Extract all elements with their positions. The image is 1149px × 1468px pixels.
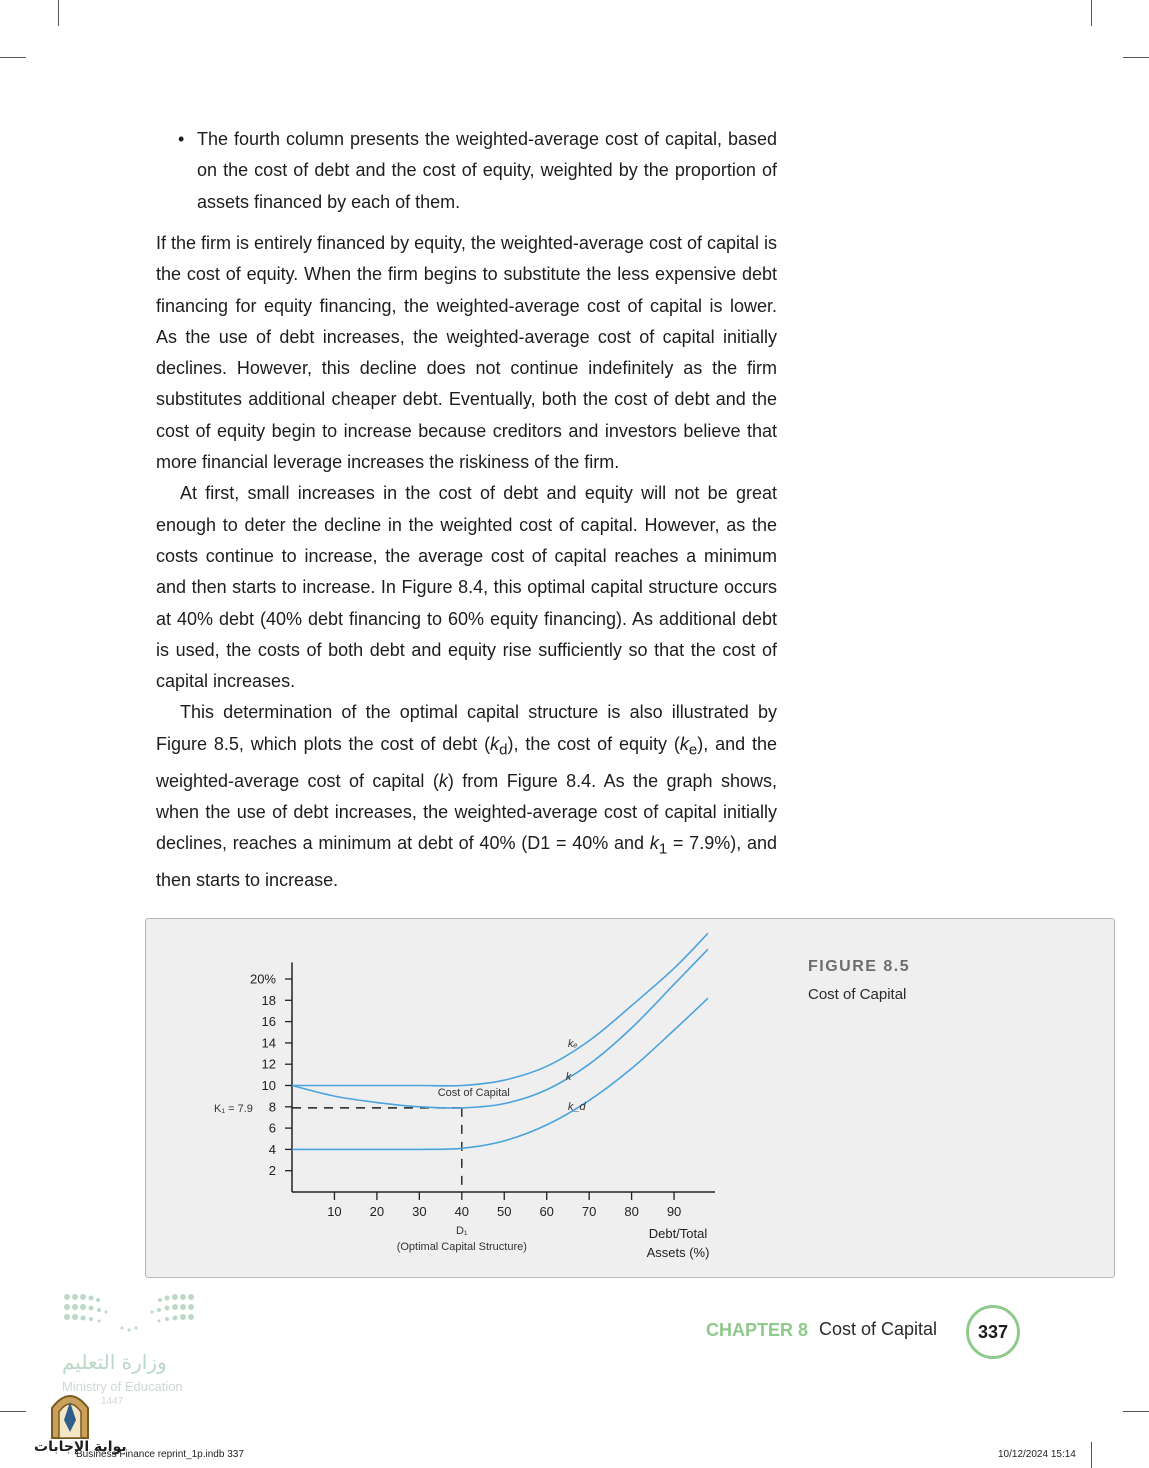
paragraph-3: This determination of the optimal capital structure is also illustrated by Figure 8.5, which plots the cost of debt $(k_d)$, the cost of equity $(k_e)$, and the weighted-average cost of capital (k) from Figure 8.4. As the graph shows, when the use of debt increases, the weighted-average cost of capital initially declines, reaches a minimum at debt of 40% (D1 = 40% and $k_1 = 7.9\%$), and then starts to increase. bbox=[156, 702, 777, 891]
x-axis-label-line-2: Assets (%) bbox=[646, 1245, 710, 1260]
series-label-2: k bbox=[565, 1071, 572, 1084]
x-tick-label: 80 bbox=[624, 1204, 639, 1219]
x-tick-label: 30 bbox=[412, 1204, 427, 1219]
y-tick-label: 18 bbox=[261, 992, 276, 1008]
x-axis-label-line-1: Debt/Total bbox=[648, 1226, 708, 1241]
ministry-name-arabic: وزارة التعليم bbox=[62, 1350, 167, 1374]
figure-caption: Cost of Capital bbox=[808, 986, 907, 1003]
y-tick-label: 16 bbox=[261, 1014, 276, 1030]
ministry-logo-dots bbox=[62, 1292, 202, 1336]
x-marker-note: (Optimal Capital Structure) bbox=[396, 1241, 527, 1253]
y-tick-label: 6 bbox=[268, 1120, 276, 1136]
x-marker-label: D₁ bbox=[455, 1225, 468, 1237]
x-tick-label: 60 bbox=[539, 1204, 554, 1219]
y-tick-label: 10 bbox=[261, 1078, 276, 1093]
y-tick-label: 12 bbox=[261, 1056, 276, 1072]
y-tick-label: 2 bbox=[268, 1163, 276, 1179]
series-label-1: kₑ bbox=[567, 1038, 578, 1051]
figure-label: FIGURE 8.5 bbox=[808, 958, 911, 975]
x-tick-label: 50 bbox=[497, 1204, 512, 1219]
page-number: 337 bbox=[966, 1305, 1020, 1359]
x-tick-label: 40 bbox=[454, 1204, 470, 1219]
bullet-text: The fourth column presents the weighted-average cost of capital, based on the cost of debt and the cost of equity, weighted by the proportion of assets financed by each of them. bbox=[197, 129, 777, 212]
series-line-3 bbox=[292, 998, 708, 1149]
y-marker-label: K₁ = 7.9 bbox=[214, 1102, 253, 1115]
y-tick-label: 8 bbox=[268, 1099, 276, 1115]
series-line-1 bbox=[292, 933, 708, 1086]
y-tick-label: 14 bbox=[261, 1035, 276, 1051]
x-tick-label: 70 bbox=[581, 1204, 597, 1219]
cost-of-capital-annotation: Cost of Capital bbox=[437, 1087, 510, 1100]
series-line-2 bbox=[292, 949, 708, 1108]
chapter-title: Cost of Capital bbox=[819, 1319, 938, 1339]
site-logo-icon bbox=[48, 1388, 92, 1440]
site-watermark: بوابة الإجابات bbox=[34, 1439, 127, 1455]
y-tick-label: 4 bbox=[268, 1141, 276, 1157]
x-tick-label: 90 bbox=[666, 1204, 682, 1219]
x-tick-label: 10 bbox=[327, 1204, 342, 1219]
print-slug-date: 10/12/2024 15:14 bbox=[998, 1449, 1076, 1460]
series-label-3: k_d bbox=[567, 1100, 586, 1113]
ministry-year: 1447 bbox=[101, 1396, 124, 1407]
paragraph-1: If the firm is entirely financed by equity, the weighted-average cost of capital is the cost of equity. When the firm begins to substitute the less expensive debt financing for equity financing, the weighted-average cost of capital is lower. As the use of debt increases, the weighted-average cost of capital initially declines. However, this decline does not continue indefinitely as the firm substitutes additional cheaper debt. Eventually, both the cost of debt and the cost of equity begin to increase because creditors and investors believe that more financial leverage increases the riskiness of the firm. bbox=[156, 233, 777, 473]
x-tick-label: 20 bbox=[369, 1204, 385, 1219]
y-tick-label: 20% bbox=[249, 971, 276, 987]
print-slug-file: Business Finance reprint_1p.indb 337 bbox=[76, 1449, 244, 1460]
paragraph-2: At first, small increases in the cost of debt and equity will not be great enough to deter the decline in the weighted cost of capital. However, as the costs continue to increase, the average cost of capital reaches a minimum and then starts to increase. In Figure 8.4, this optimal capital structure occurs at 40% debt (40% debt financing to 60% equity financing). As additional debt is used, the costs of both debt and equity rise sufficiently so that the cost of capital increases. bbox=[156, 483, 777, 692]
ministry-name-english: Ministry of Education bbox=[62, 1379, 183, 1394]
bullet-symbol: • bbox=[178, 129, 185, 149]
chapter-label: CHAPTER 8 bbox=[706, 1320, 809, 1340]
